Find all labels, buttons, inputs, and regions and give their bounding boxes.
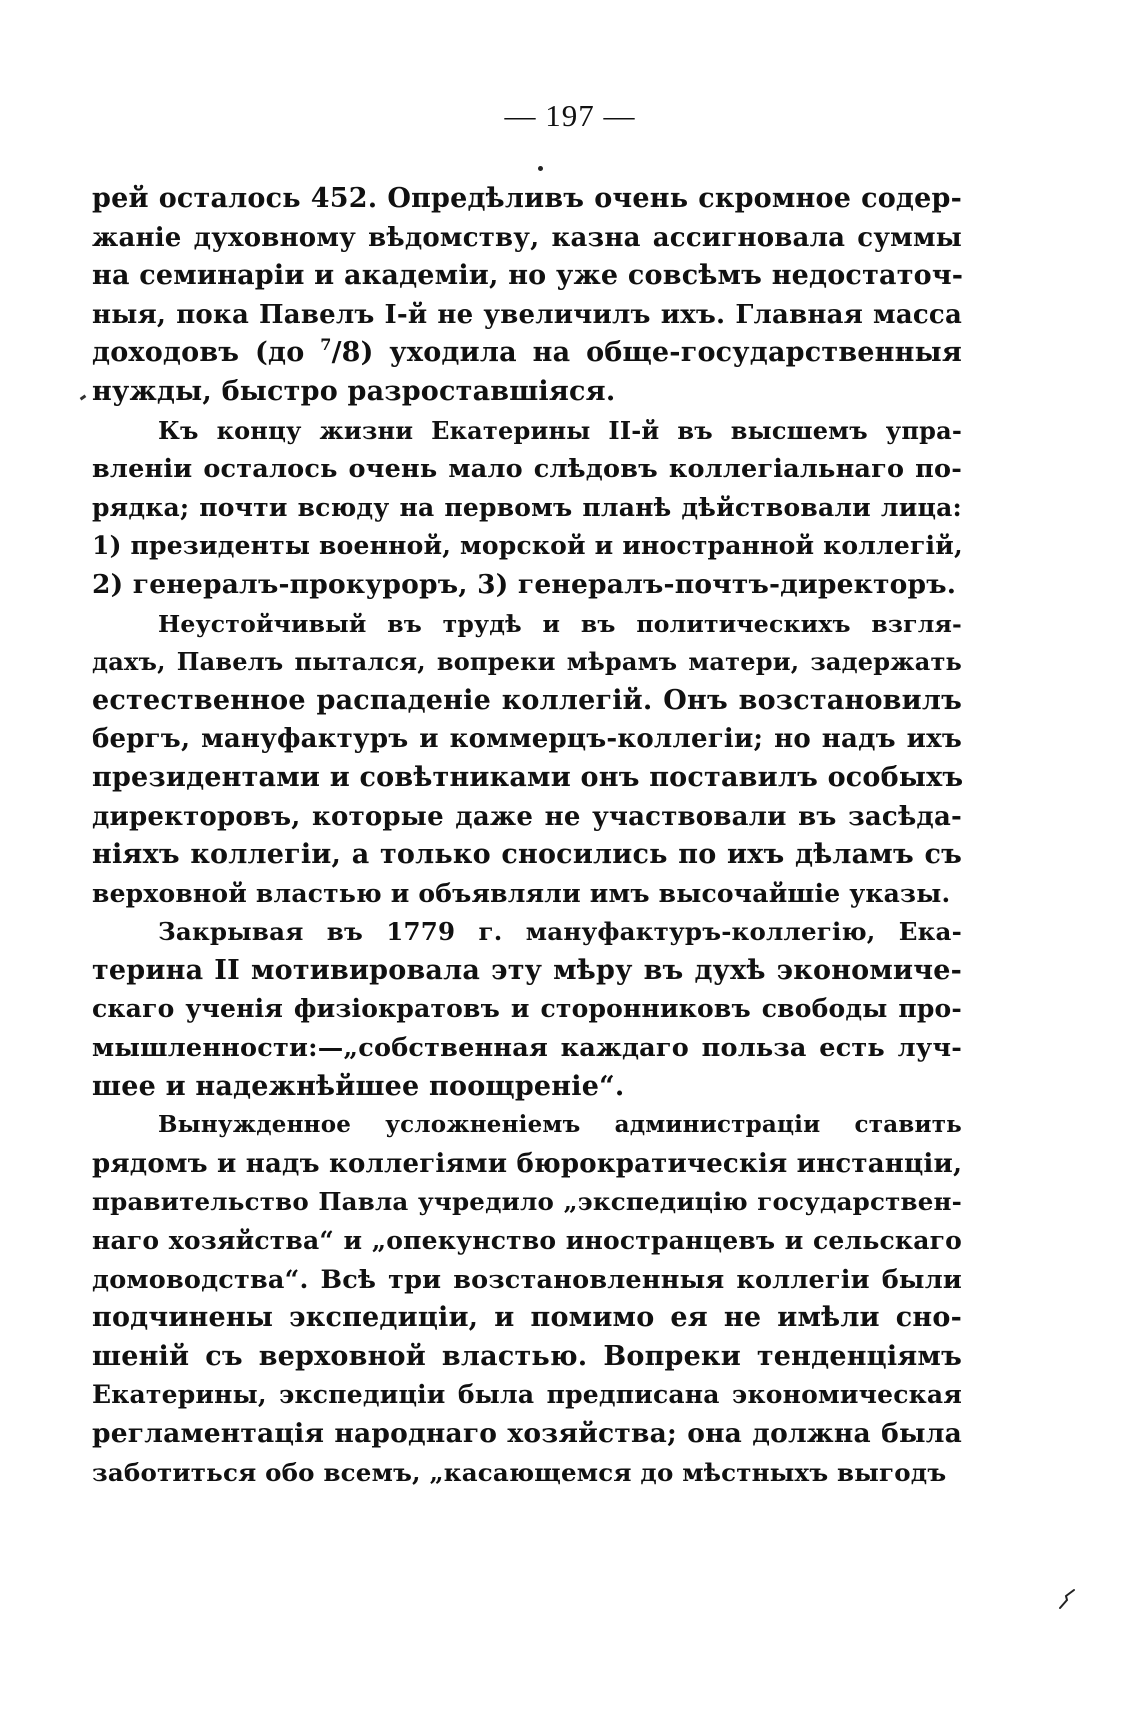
paragraph <box>92 1106 962 1492</box>
text-line: ныя, пока Павелъ І-й не увеличилъ ихъ. Главная масса <box>92 299 962 330</box>
text-line: Закрывая въ 1779 г. мануфактуръ-коллегію, Ека- <box>158 917 962 947</box>
text-line: рей осталось 452. Опредѣливъ очень скромное содер- <box>92 183 962 214</box>
text-line: наго хозяйства“ и „опекунство иностранцевъ и сельскаго <box>92 1226 962 1256</box>
text-line: домоводства“. Всѣ три возстановленныя коллегіи были <box>92 1264 962 1295</box>
body-text <box>92 180 962 1492</box>
text-line: рядка; почти всюду на первомъ планѣ дѣйствовали лица: <box>92 492 962 522</box>
pencil-mark-icon <box>1058 1588 1076 1610</box>
text-line: естественное распаденіе коллегій. Онъ возстановилъ <box>92 684 962 716</box>
text-line: вленіи осталось очень мало слѣдовъ коллегіальнаго по- <box>92 454 962 485</box>
text-line: скаго ученія физіократовъ и сторонниковъ свободы про- <box>92 994 962 1024</box>
text-line: дахъ, Павелъ пытался, вопреки мѣрамъ матери, задержать <box>92 647 962 677</box>
paragraph <box>92 180 962 412</box>
text-line: рядомъ и надъ коллегіями бюрократическія инстанціи, <box>92 1148 963 1179</box>
text-line: бергъ, мануфактуръ и коммерцъ-коллегіи; но надъ ихъ <box>92 724 962 755</box>
margin-speck <box>80 395 87 401</box>
text-line: Неустойчивый въ трудѣ и въ политическихъ взгля- <box>158 609 962 638</box>
text-line: 2) генералъ-прокуроръ, 3) генералъ-почтъ-директоръ. <box>92 568 957 600</box>
text-line: на семинаріи и академіи, но уже совсѣмъ недостаточ- <box>92 260 964 292</box>
print-speck <box>538 166 543 171</box>
text-line: ніяхъ коллегіи, а только сносились по ихъ дѣламъ съ <box>92 839 962 871</box>
paragraph <box>92 913 962 1106</box>
text-line: шеній съ верховной властью. Вопреки тенденціямъ <box>92 1340 962 1372</box>
text-line: верховной властью и объявляли имъ высочайшіе указы. <box>92 878 951 908</box>
text-line: директоровъ, которые даже не участвовали въ засѣда- <box>92 801 962 832</box>
text-line: 1) президенты военной, морской и иностранной коллегій, <box>92 531 963 561</box>
paragraph <box>92 412 962 605</box>
text-line: терина ІІ мотивировала эту мѣру въ духѣ экономиче- <box>92 954 962 986</box>
text-line: Къ концу жизни Екатерины ІІ-й въ высшемъ упра- <box>158 415 962 445</box>
text-line: жаніе духовному вѣдомству, казна ассигновала суммы <box>92 222 962 253</box>
text-line: президентами и совѣтниками онъ поставилъ особыхъ <box>92 761 964 793</box>
text-line: регламентація народнаго хозяйства; она должна была <box>92 1418 962 1449</box>
text-line: Екатерины, экспедиціи была предписана экономическая <box>92 1380 962 1410</box>
text-line: шее и надежнѣйшее поощреніе“. <box>92 1070 625 1102</box>
text-line: нужды, быстро разроставшіяся. <box>92 375 616 407</box>
page-number: — 197 — <box>504 98 636 133</box>
text-line: заботиться обо всемъ, „касающемся до мѣстныхъ выгодъ <box>92 1457 947 1487</box>
text-line: правительство Павла учредило „экспедицію государствен- <box>92 1187 962 1217</box>
text-line: Вынужденное усложненіемъ администраціи ставить <box>158 1111 962 1139</box>
text-line: подчинены экспедиціи, и помимо ея не имѣли сно- <box>92 1302 962 1334</box>
text-line: доходовъ (до $^7$/8) уходила на обще-государственныя <box>92 335 963 369</box>
paragraph <box>92 605 962 914</box>
text-line: мышленности:—„собственная каждаго польза есть луч- <box>92 1033 962 1064</box>
